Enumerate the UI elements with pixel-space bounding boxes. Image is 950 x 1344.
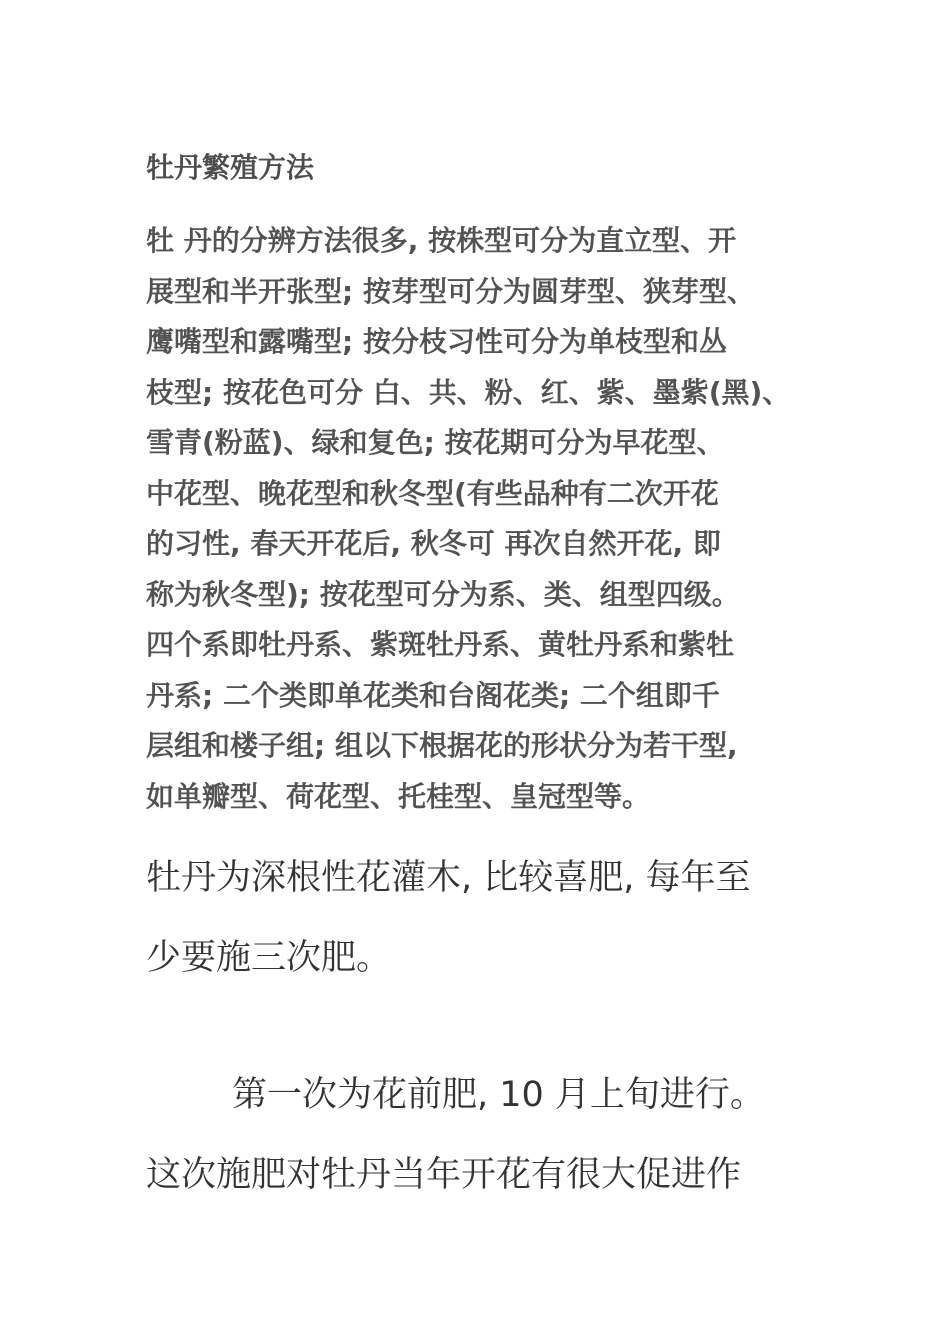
paragraph-line: 丹系; 二个类即单花类和台阁花类; 二个组即千 bbox=[146, 678, 720, 712]
paragraph-line: 四个系即牡丹系、紫斑牡丹系、黄牡丹系和紫牡 bbox=[146, 628, 735, 661]
paragraph-line: 这次施肥对牡丹当年开花有很大促进作 bbox=[146, 1155, 742, 1195]
paragraph-line: 展型和半开张型; 按芽型可分为圆芽型、狭芽型、 bbox=[146, 274, 755, 308]
paragraph-line: 的习性, 春天开花后, 秋冬可 再次自然开花, 即 bbox=[146, 527, 721, 560]
paragraph-line: 枝型; 按花色可分 白、共、粉、红、紫、墨紫(黑)、 bbox=[146, 375, 791, 409]
paragraph-line: 称为秋冬型); 按花型可分为系、类、组型四级。 bbox=[146, 577, 740, 611]
paragraph-line: 第一次为花前肥, 10 月上旬进行。 bbox=[232, 1075, 765, 1115]
document-title: 牡丹繁殖方法 bbox=[146, 151, 315, 184]
paragraph-line: 少要施三次肥。 bbox=[146, 938, 392, 978]
paragraph-line: 中花型、晚花型和秋冬型(有些品种有二次开花 bbox=[146, 476, 719, 510]
paragraph-line: 牡 丹的分辨方法很多, 按株型可分为直立型、开 bbox=[146, 224, 737, 257]
paragraph-fertilizer-intro bbox=[146, 838, 846, 998]
paragraph-line: 层组和楼子组; 组以下根据花的形状分为若干型, bbox=[146, 729, 738, 762]
paragraph-line: 牡丹为深根性花灌木, 比较喜肥, 每年至 bbox=[146, 858, 751, 898]
paragraph-line: 如单瓣型、荷花型、托桂型、皇冠型等。 bbox=[146, 779, 651, 813]
paragraph-classification bbox=[146, 216, 846, 822]
paragraph-line: 雪青(粉蓝)、绿和复色; 按花期可分为早花型、 bbox=[146, 426, 725, 459]
paragraph-line: 鹰嘴型和露嘴型; 按分枝习性可分为单枝型和丛 bbox=[146, 325, 727, 358]
paragraph-first-fertilizing bbox=[146, 1055, 846, 1215]
